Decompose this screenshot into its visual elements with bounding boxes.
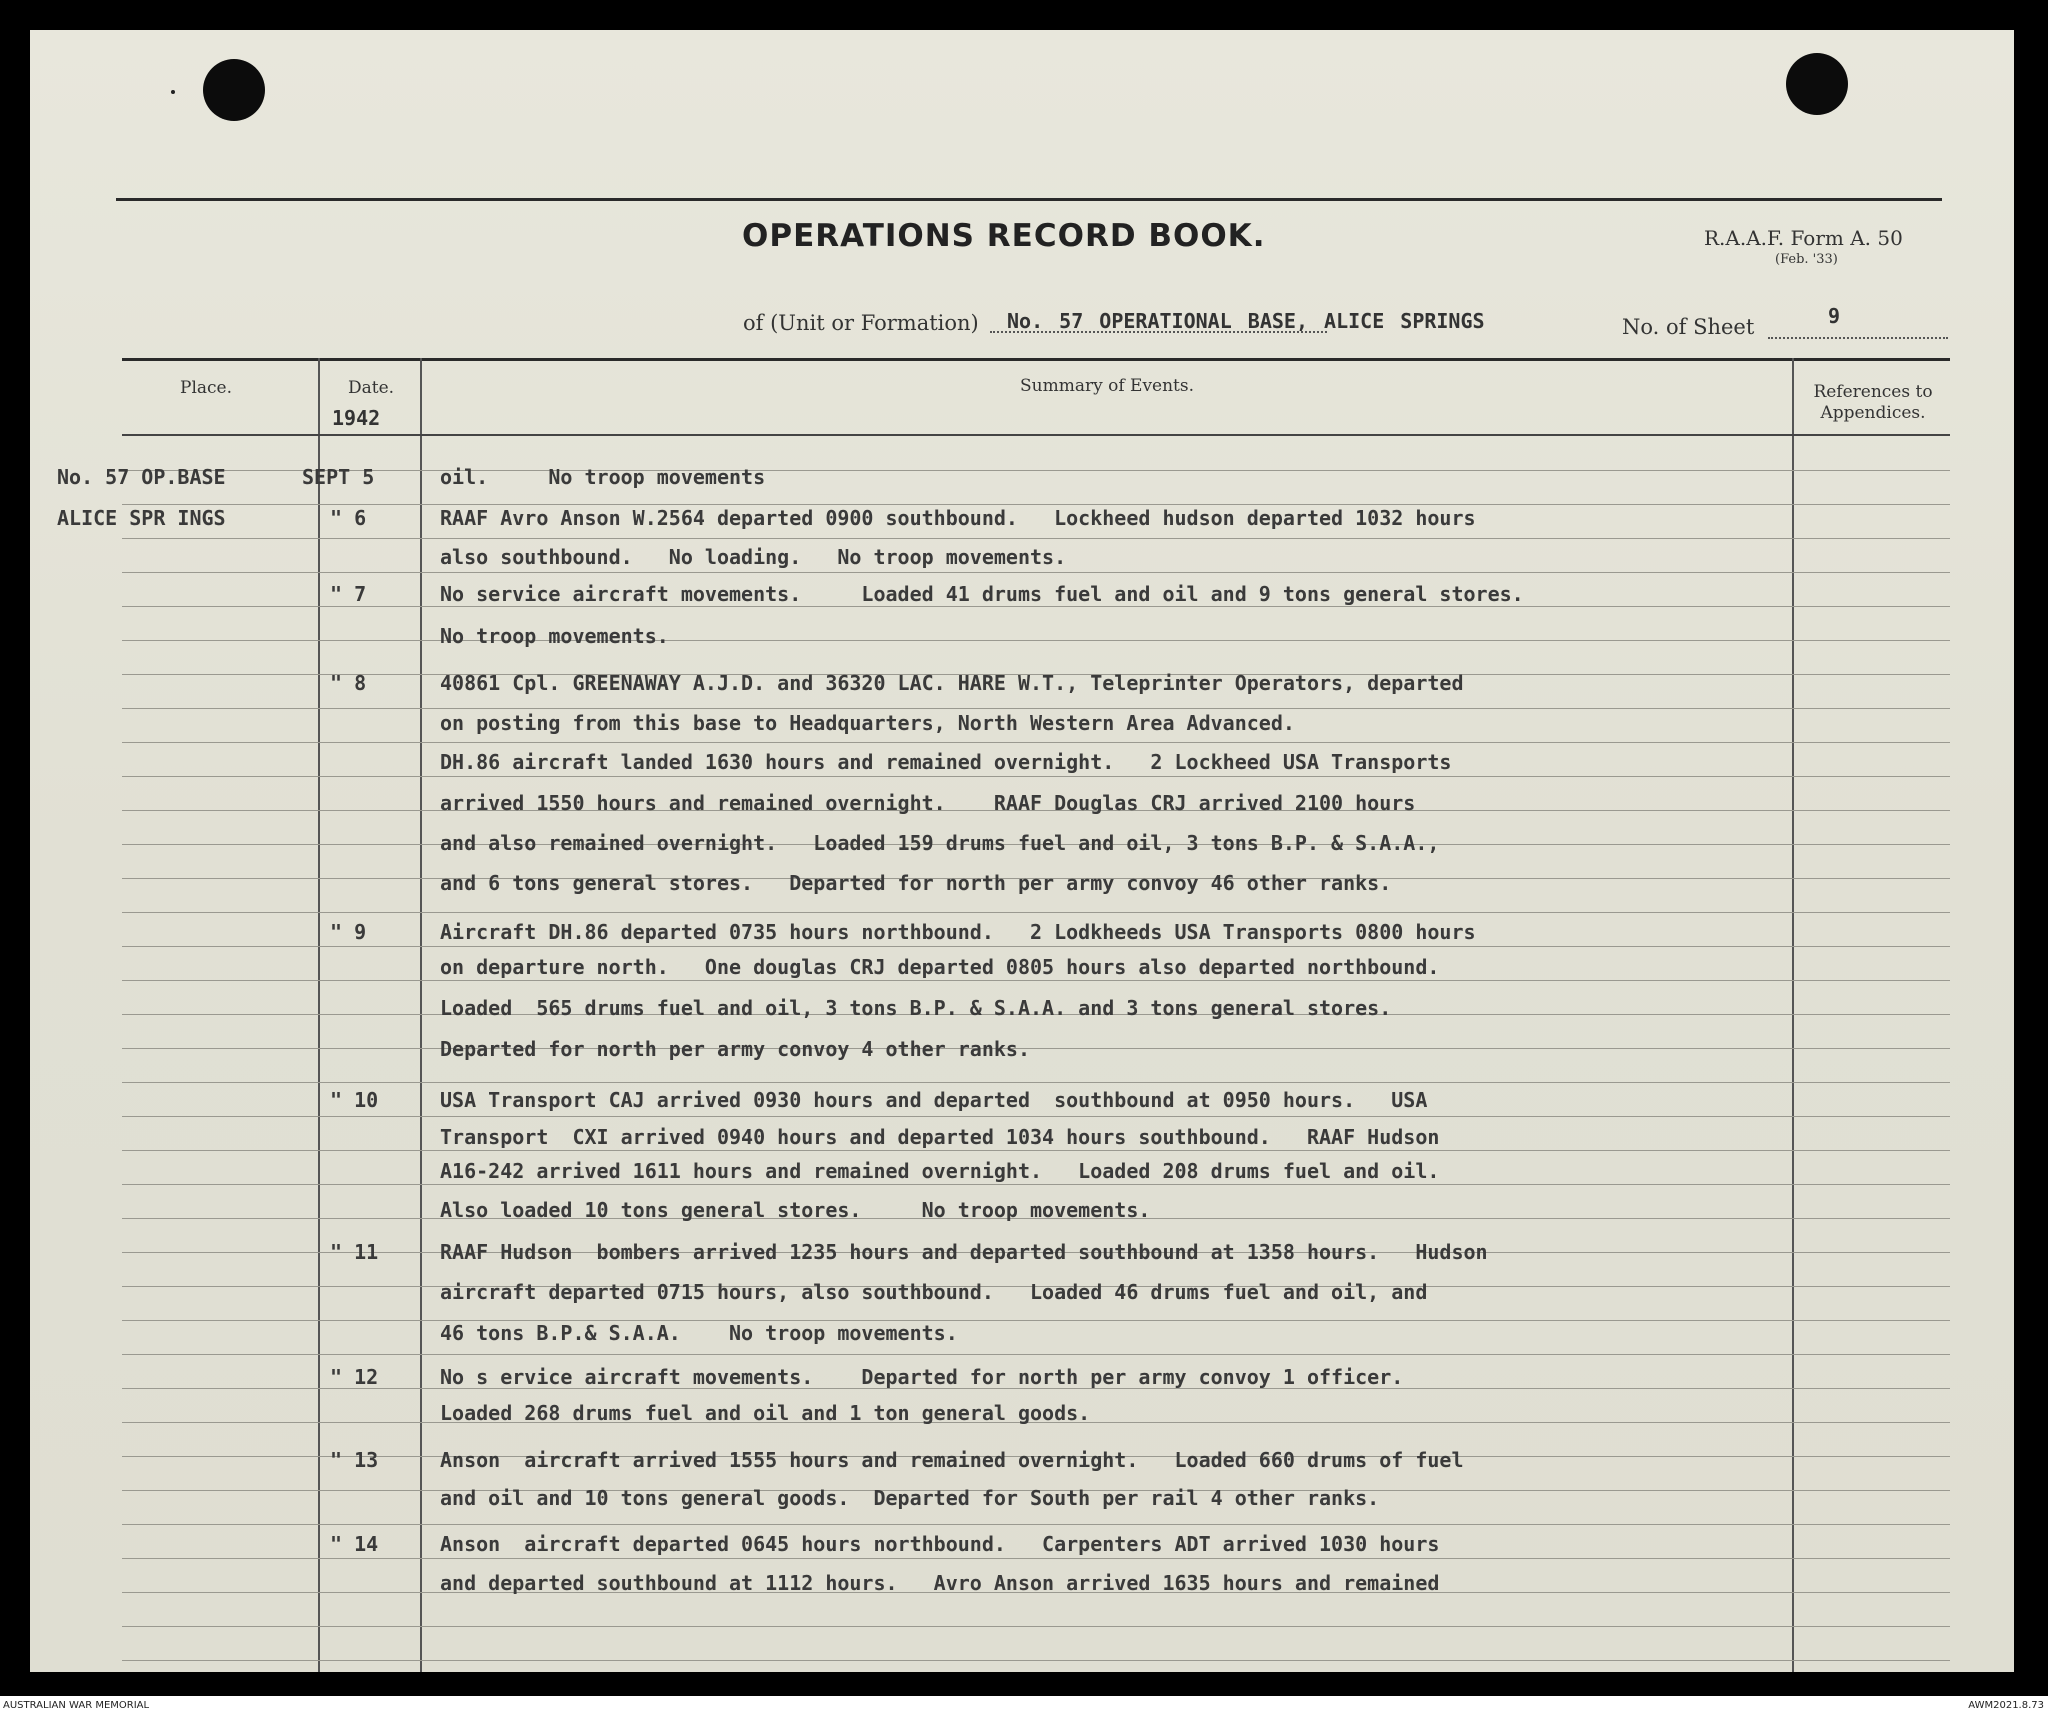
column-divider-summary: [1792, 358, 1794, 1672]
ruled-line: [122, 776, 1950, 777]
entry-text-line: and departed southbound at 1112 hours. Avro Anson arrived 1635 hours and remained: [440, 1571, 1440, 1595]
entry-text-line: No s ervice aircraft movements. Departed for north per army convoy 1 officer.: [440, 1365, 1404, 1389]
ruled-line: [122, 1048, 1950, 1049]
entry-text-line: 46 tons B.P.& S.A.A. No troop movements.: [440, 1321, 958, 1345]
ruled-line: [122, 1626, 1950, 1627]
entry-date: " 13: [330, 1448, 379, 1472]
entry-text-line: Also loaded 10 tons general stores. No troop movements.: [440, 1198, 1151, 1222]
entry-date: " 12: [330, 1365, 379, 1389]
entry-date: " 6: [330, 506, 367, 530]
entry-text-line: 40861 Cpl. GREENAWAY A.J.D. and 36320 LAC. HARE W.T., Teleprinter Operators, departed: [440, 671, 1464, 695]
ruled-line: [122, 1150, 1950, 1151]
ruled-line: [122, 1660, 1950, 1661]
entry-text-line: Loaded 565 drums fuel and oil, 3 tons B.P. & S.A.A. and 3 tons general stores.: [440, 996, 1392, 1020]
entry-date: " 11: [330, 1240, 379, 1264]
entry-text-line: Departed for north per army convoy 4 other ranks.: [440, 1037, 1031, 1061]
sheet-number: 9: [1828, 304, 1841, 328]
entry-place: ALICE SPR INGS: [57, 506, 226, 530]
entry-text-line: and oil and 10 tons general goods. Departed for South per rail 4 other ranks.: [440, 1486, 1380, 1510]
entry-date: " 7: [330, 582, 367, 606]
entry-text-line: arrived 1550 hours and remained overnight. RAAF Douglas CRJ arrived 2100 hours: [440, 791, 1416, 815]
punch-hole-right: [1786, 53, 1848, 115]
top-rule: [116, 198, 1942, 201]
column-divider-place: [318, 358, 320, 1672]
entry-text-line: RAAF Hudson bombers arrived 1235 hours and departed southbound at 1358 hours. Hudson: [440, 1240, 1488, 1264]
entry-text-line: oil. No troop movements: [440, 465, 766, 489]
entry-text-line: Aircraft DH.86 departed 0735 hours northbound. 2 Lodkheeds USA Transports 0800 hours: [440, 920, 1476, 944]
unit-label: of (Unit or Formation): [743, 311, 979, 335]
entry-text-line: USA Transport CAJ arrived 0930 hours and departed southbound at 0950 hours. USA: [440, 1088, 1428, 1112]
paper-speck: [171, 90, 175, 94]
ruled-line: [122, 1354, 1950, 1355]
ruled-line: [122, 1082, 1950, 1083]
entry-text-line: Loaded 268 drums fuel and oil and 1 ton general goods.: [440, 1401, 1091, 1425]
entry-text-line: aircraft departed 0715 hours, also southbound. Loaded 46 drums fuel and oil, and: [440, 1280, 1428, 1304]
footer-accession: AWM2021.8.73: [1968, 1700, 2044, 1711]
ruled-line: [122, 538, 1950, 539]
entry-text-line: Transport CXI arrived 0940 hours and departed 1034 hours southbound. RAAF Hudson: [440, 1125, 1440, 1149]
entry-date: " 9: [330, 920, 367, 944]
ruled-line: [122, 1524, 1950, 1525]
ruled-line: [122, 470, 1950, 471]
footer-credit: AUSTRALIAN WAR MEMORIAL: [3, 1700, 150, 1711]
ruled-line: [122, 572, 1950, 573]
entry-text-line: on posting from this base to Headquarters, North Western Area Advanced.: [440, 711, 1295, 735]
entry-date: " 10: [330, 1088, 379, 1112]
entry-text-line: and 6 tons general stores. Departed for north per army convoy 46 other ranks.: [440, 871, 1392, 895]
column-header-references: References to Appendices.: [1813, 382, 1933, 423]
entry-place: No. 57 OP.BASE: [57, 465, 226, 489]
ruled-line: [122, 980, 1950, 981]
ruled-line: [122, 912, 1950, 913]
ruled-line: [122, 640, 1950, 641]
punch-hole-left: [203, 59, 265, 121]
ruled-line: [122, 1116, 1950, 1117]
column-header-year: 1942: [332, 406, 381, 430]
header-rule: [122, 358, 1950, 361]
entry-text-line: Anson aircraft departed 0645 hours northbound. Carpenters ADT arrived 1030 hours: [440, 1532, 1440, 1556]
entry-text-line: No troop movements.: [440, 624, 669, 648]
entry-text-line: RAAF Avro Anson W.2564 departed 0900 southbound. Lockheed hudson departed 1032 hours: [440, 506, 1476, 530]
unit-value: No. 57 OPERATIONAL BASE, ALICE SPRINGS: [1007, 309, 1485, 333]
sheet-label: No. of Sheet: [1622, 315, 1755, 339]
page-title: OPERATIONS RECORD BOOK.: [742, 218, 1266, 254]
entry-text-line: also southbound. No loading. No troop movements.: [440, 545, 1067, 569]
entry-date: SEPT 5: [302, 465, 375, 489]
ruled-line: [122, 708, 1950, 709]
column-divider-date: [420, 358, 422, 1672]
entry-date: " 14: [330, 1532, 379, 1556]
column-header-place: Place.: [180, 378, 232, 398]
entry-text-line: Anson aircraft arrived 1555 hours and remained overnight. Loaded 660 drums of fuel: [440, 1448, 1464, 1472]
column-header-rule: [122, 434, 1950, 436]
entry-text-line: DH.86 aircraft landed 1630 hours and remained overnight. 2 Lockheed USA Transports: [440, 750, 1452, 774]
document-page: [30, 30, 2014, 1672]
column-header-summary: Summary of Events.: [1020, 376, 1195, 396]
sheet-dotted-line: [1768, 337, 1948, 339]
ruled-line: [122, 1320, 1950, 1321]
form-label: R.A.A.F. Form A. 50: [1704, 226, 1903, 250]
ruled-line: [122, 742, 1950, 743]
entry-text-line: on departure north. One douglas CRJ departed 0805 hours also departed northbound.: [440, 955, 1440, 979]
column-header-date: Date.: [348, 378, 395, 398]
ruled-line: [122, 606, 1950, 607]
ruled-line: [122, 504, 1950, 505]
form-date: (Feb. '33): [1775, 252, 1838, 267]
ruled-line: [122, 1558, 1950, 1559]
ruled-line: [122, 1184, 1950, 1185]
entry-text-line: A16-242 arrived 1611 hours and remained overnight. Loaded 208 drums fuel and oil.: [440, 1159, 1440, 1183]
entry-date: " 8: [330, 671, 367, 695]
ruled-line: [122, 946, 1950, 947]
entry-text-line: No service aircraft movements. Loaded 41 drums fuel and oil and 9 tons general stores.: [440, 582, 1524, 606]
entry-text-line: and also remained overnight. Loaded 159 drums fuel and oil, 3 tons B.P. & S.A.A.,: [440, 831, 1440, 855]
